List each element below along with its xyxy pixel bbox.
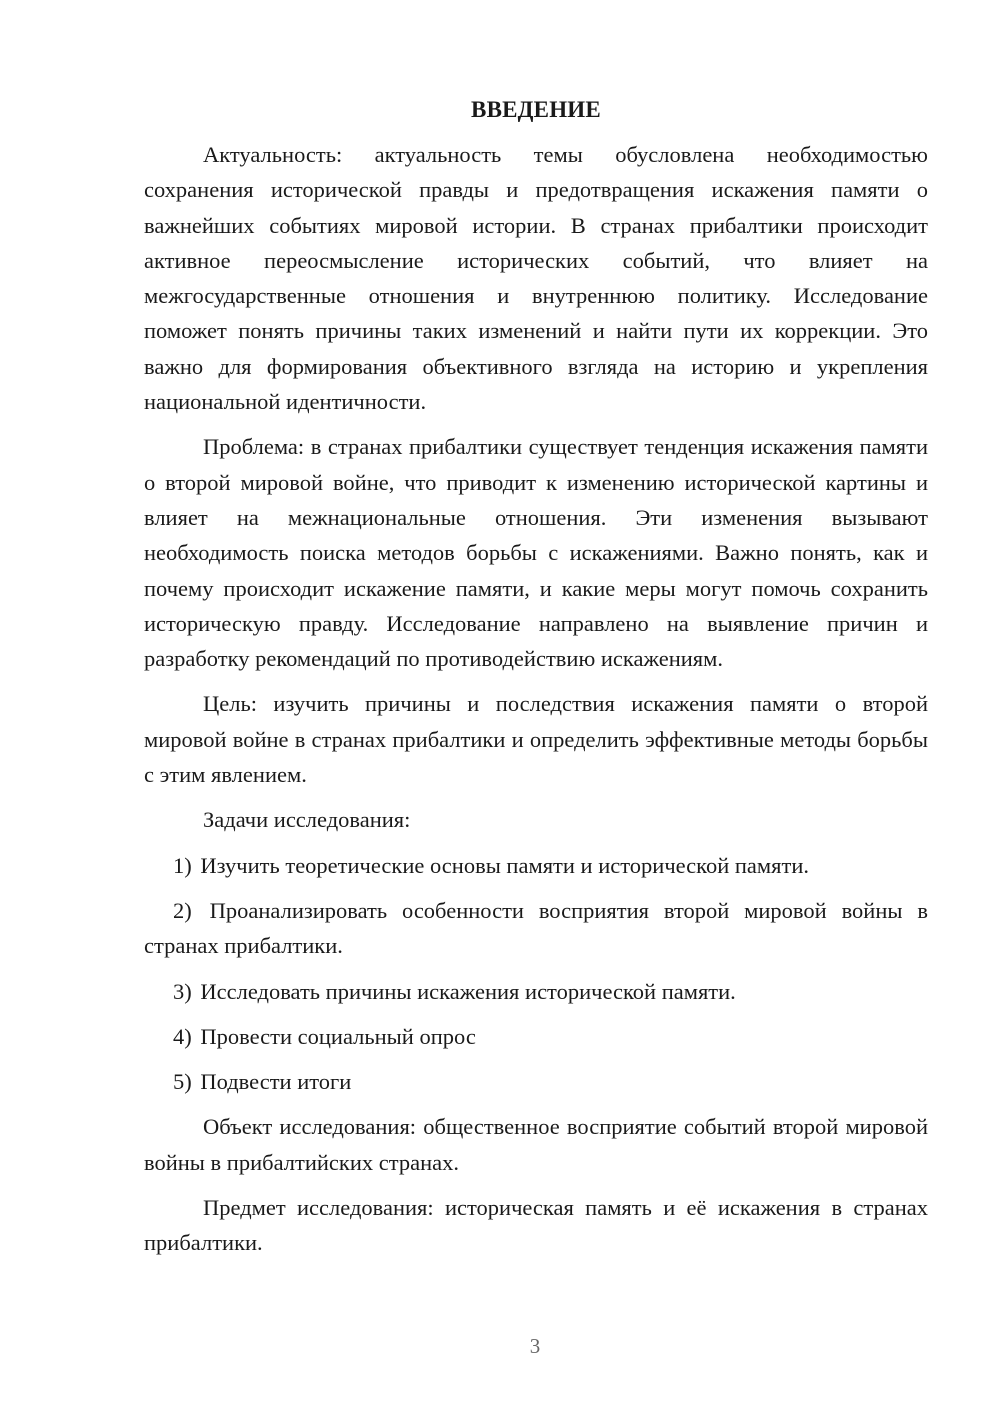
task-item-5 <box>144 1064 928 1099</box>
task-text: Подвести итоги <box>200 1069 352 1095</box>
task-number: 4) <box>173 1023 192 1049</box>
task-text: Изучить теоретические основы памяти и исторической памяти. <box>200 852 809 878</box>
task-text: Проанализировать особенности восприятия второй мировой войны в странах прибалтики. <box>144 897 928 959</box>
paragraph-problem: Проблема: в странах прибалтики существует тенденция искажения памяти о второй мировой войне, что приводит к изменению исторической картины и влияет на межнациональные отношения. Эти изменения вызывают необходимость поиска методов борьбы с искажениями. Важно понять, как и почему происходит искажение памяти, и какие меры могут помочь сохранить историческую правду. Исследование направлено на выявление причин и разработку рекомендаций по противодействию искажениям. <box>144 434 928 672</box>
task-text: Исследовать причины искажения исторической памяти. <box>200 978 736 1004</box>
document-page <box>144 92 928 1271</box>
tasks-heading: Задачи исследования: <box>203 807 411 833</box>
task-number: 5) <box>173 1069 192 1095</box>
task-item-1 <box>144 848 928 883</box>
paragraph-relevance: Актуальность: актуальность темы обусловлена необходимостью сохранения исторической правды и предотвращения искажения памяти о важнейших событиях мировой истории. В странах прибалтики происходит активное переосмысление исторических событий, что влияет на межгосударственные отношения и внутреннюю политику. Исследование поможет понять причины таких изменений и найти пути их коррекции. Это важно для формирования объективного взгляда на историю и укрепления национальной идентичности. <box>144 142 928 415</box>
task-item-2 <box>144 893 928 964</box>
paragraph-goal: Цель: изучить причины и последствия искажения памяти о второй мировой войне в странах прибалтики и определить эффективные методы борьбы с этим явлением. <box>144 691 928 788</box>
section-title: ВВЕДЕНИЕ <box>471 97 601 122</box>
paragraph-subject: Предмет исследования: историческая память и её искажения в странах прибалтики. <box>144 1195 928 1256</box>
task-item-4 <box>144 1019 928 1054</box>
task-item-3 <box>144 974 928 1009</box>
task-text: Провести социальный опрос <box>200 1023 476 1049</box>
task-number: 2) <box>173 897 192 923</box>
page-number: 3 <box>529 1334 541 1358</box>
task-number: 3) <box>173 978 192 1004</box>
paragraph-object: Объект исследования: общественное восприятие событий второй мировой войны в прибалтийских странах. <box>144 1114 928 1175</box>
task-number: 1) <box>173 852 192 878</box>
